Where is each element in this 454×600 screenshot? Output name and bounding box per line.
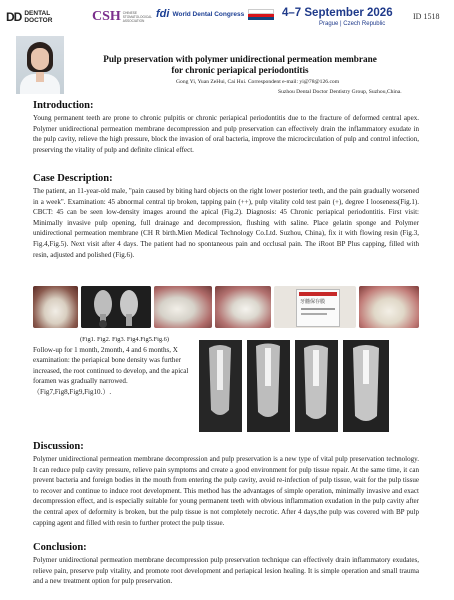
dental-doctor-logo-text: DENTAL DOCTOR: [24, 10, 53, 24]
author-photo: [16, 36, 64, 94]
dental-doctor-logo-mark: DD: [6, 10, 22, 24]
introduction-heading: Introduction:: [33, 100, 94, 111]
discussion-heading: Discussion:: [33, 441, 84, 452]
csh-logo-mark: CSH: [92, 9, 121, 24]
title-line-2: for chronic periapical periodontitis: [171, 65, 309, 75]
figure-3-photo: [154, 286, 212, 328]
figure-2-cbct: [81, 286, 151, 328]
clinical-figures: [33, 286, 419, 332]
discussion-text: Polymer unidirectional permeation membrane decompression and pulp preservation is a new type of vital pulp preservation technology. It can reduce pulp cavity pressure, relieve pain symptoms and create a good environment for pulp tissue repair. At the same time, it can prevent bacteria and foreign bodies in the mouth from entering the pulp cavity, avoid re-infection of pulp tissue, wait for the pulp tissue to recover and continue to induce root development. This method has the advantages of simple operation, minimally invasive and exact decompression effect, and is especially suitable for young permanent teeth with obvious inflammation exudation in the pulp cavity after the central apex of deformity is broken, but the pulp tissue is not completely necrotic. After 4 days,the pulp was covered with BP pulp capping agent and filled with resin to further protect the pulp tissue.: [33, 455, 419, 527]
fdi-logo: [156, 8, 274, 20]
figure-1-photo: [33, 286, 78, 328]
followup-xrays: [197, 340, 419, 432]
authors: Gong Yi, Yuan ZeHui, Cai Hui. Correspondent e-mail: yi@78@126.com: [176, 79, 340, 85]
csh-logo-text: CHINESE STOMATOLOGICAL ASSOCIATION: [122, 11, 152, 23]
dental-doctor-logo: [6, 8, 68, 26]
product-box-label: 牙髓保存膜: [300, 299, 326, 305]
poster-title: [70, 54, 410, 76]
czech-flag-icon: [248, 9, 274, 20]
csh-logo: [92, 9, 152, 25]
fdi-logo-subtitle: World Dental Congress: [172, 10, 245, 18]
event-date: 4–7 September 2026: [282, 7, 393, 19]
figure-8-xray: [247, 340, 290, 432]
figures-caption: (Fig1. Fig2. Fig3. Fig4.Fig5.Fig.6): [80, 336, 169, 343]
poster-header: [0, 0, 454, 32]
event-place: Prague | Czech Republic: [319, 21, 386, 27]
figure-10-xray: [343, 340, 389, 432]
figure-7-xray: [199, 340, 242, 432]
case-text: The patient, an 11-year-old male, "pain caused by biting hard objects on the right lower posterior teeth, and the pain gradually worsened in a week". Examination: 45 abnormal central tip broken, tapping pain (++), pulp vitality cold test pain (+), degree I looseness(Fig.1). CBCT: 45 can be seen low-density images around the apical (Fig.2). Diagnosis: 45 Chronic periapical periodontitis. First visit: Minimally invasive pulp opening, full drainage and decompression, flushing with saline. Place gelatin sponge and Polymer unidirectional permeation membrane (CH R birth.Mien Medical Technology Co.Ltd. Suzhou, China), fix it with flowing resin (Fig.3, Fig.4,Fig.5). Next visit after 4 days. The patient had no spontaneous pain and occlusal pain. The iRoot BP Plus capping, filled with resin, adjusted and polished (Fig.6).: [33, 187, 419, 259]
figure-5-product-box: [274, 286, 356, 328]
case-heading: Case Description:: [33, 173, 113, 184]
figure-9-xray: [295, 340, 338, 432]
fdi-logo-mark: fdi: [156, 8, 170, 20]
title-line-1: Pulp preservation with polymer unidirectional permeation membrane: [103, 54, 377, 64]
figure-6-photo: [359, 286, 419, 328]
figure-4-photo: [215, 286, 271, 328]
followup-text: Follow-up for 1 month, 2month, 4 and 6 months, X examination: the periapical bone density was further increased, the root continued to develop, and the apical foramen was gradually narrowed.（Fig7,Fig8,Fig9,Fig10.）.: [33, 346, 189, 396]
affiliation: Suzhou Dental Doctor Dentistry Group, Suzhou,China.: [278, 89, 402, 95]
conclusion-text: Polymer unidirectional permeation membrane decompression pulp preservation technique can effectively drain inflammatory exudates, relieve pain, preserve pulp vitality, and promote root development and periapical lesion healing. It is simple operation and small trauma and a new treatment option for pulp preservation.: [33, 556, 419, 586]
conclusion-heading: Conclusion:: [33, 542, 87, 553]
introduction-text: Young permanent teeth are prone to chronic pulpitis or chronic periapical periodontitis due to the fracture of deformed central apex. Polymer unidirectional permeation membrane decompression and pulp preservation can effectively drain the inflammatory exudate in the pulp cavity, relieve the high pressure, block the invasion of oral bacteria, improve the microcirculation of pulp and control infection, preserving the vitality of pulp and definite clinical effect.: [33, 114, 419, 154]
poster-id: ID 1518: [413, 12, 440, 21]
